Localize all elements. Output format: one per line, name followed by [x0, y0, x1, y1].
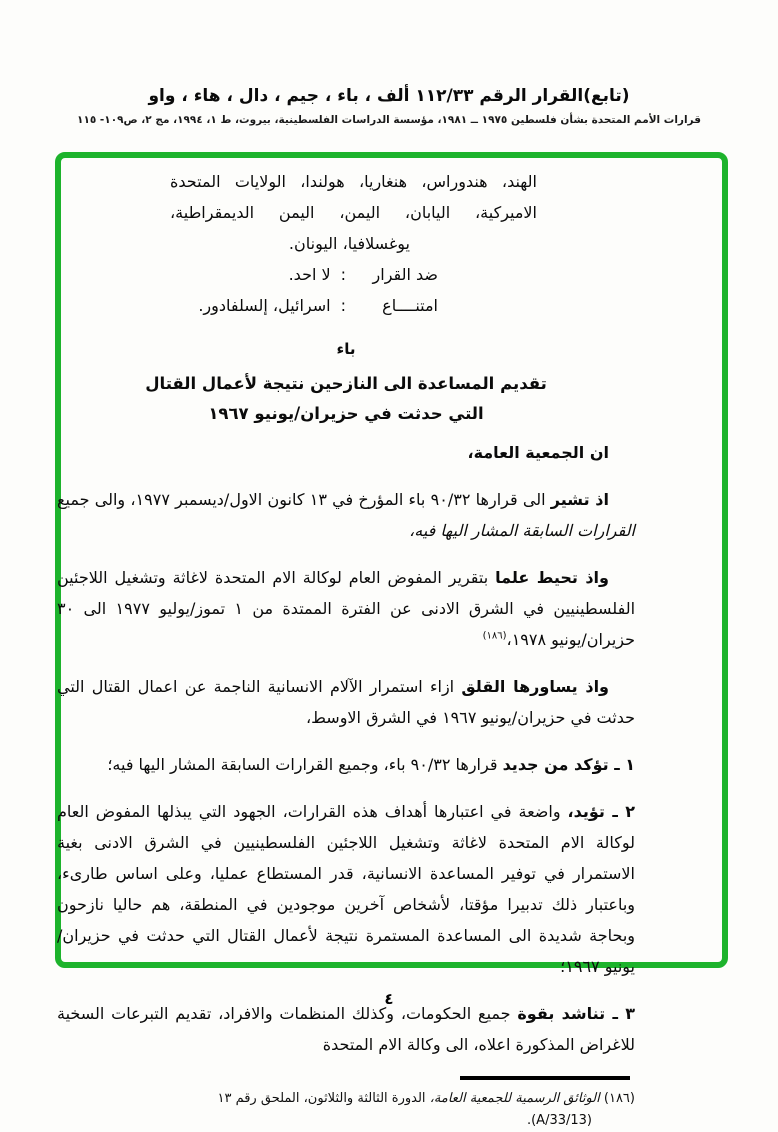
vote-abstain-label: امتنــــاع	[382, 296, 438, 315]
resolution-header-title: (تابع)القرار الرقم ١١٢/٣٣ ألف ، باء ، جيم ، دال ، هاء ، واو	[148, 86, 630, 106]
vote-against-label: ضد القرار	[372, 265, 438, 284]
vote-colon: :	[340, 265, 346, 284]
vote-countries-line: الاميركية، اليابان، اليمن، اليمن الديمقراطية،	[170, 203, 537, 222]
paragraph-taking-note	[57, 562, 635, 655]
document-body	[57, 166, 635, 1132]
paragraph-lead: واذ يساورها القلق	[461, 677, 609, 696]
footnote	[57, 1088, 635, 1110]
section-letter: باء	[336, 340, 356, 358]
vote-against-value: لا احد.	[288, 265, 331, 284]
vote-abstain-value: اسرائيل، إلسلفادور.	[198, 296, 331, 315]
paragraph-lead: ١ ـ تؤكد من جديد	[502, 755, 635, 774]
paragraph-lead: ٢ ـ تؤيد،	[567, 802, 636, 821]
paragraph-text: واضعة في اعتبارها أهداف هذه القرارات، الجهود التي يبذلها المفوض العام لوكالة الام المتحدة لاغاثة وتشغيل اللاجئين الفلسطينيين في الشرق الادنى بغية الاستمرار في توفير المساعدة الانسانية، قدر المستطاع عمليا، وعلى اساس طارىء، وباعتبار ذلك تدبيرا مؤقتا، لأشخاص آخرين موجودين في المنطقة، هم حاليا نازحون وبحاجة شديدة الى المساعدة المستمرة نتيجة لأعمال القتال التي حدثت في حزيران/يونيو ١٩٦٧؛	[57, 802, 635, 976]
footnote-marker: (١٨٦)	[603, 1091, 635, 1106]
footnote-separator-rule	[460, 1076, 630, 1080]
paragraph-emphasis: القرارات السابقة المشار اليها فيه،	[409, 521, 635, 540]
vote-countries-list	[170, 166, 537, 228]
vote-countries-line: الهند، هندوراس، هنغاريا، هولندا، الولايات المتحدة	[170, 172, 537, 191]
section-title-line1: تقديم المساعدة الى النازحين نتيجة لأعمال القتال	[145, 374, 547, 393]
footnote-document-symbol: (A/33/13).	[526, 1113, 592, 1128]
paragraph-text: قرارها ٩٠/٣٢ باء، وجميع القرارات السابقة المشار اليها فيه؛	[107, 755, 498, 774]
paragraph-text: جميع الحكومات، وكذلك المنظمات والافراد، تقديم التبرعات السخية للاغراض المذكورة اعلاه، الى وكالة الام المتحدة	[57, 1004, 635, 1054]
vote-against-row	[57, 259, 438, 290]
paragraph-concerned	[57, 671, 635, 733]
footnote-text: الدورة الثالثة والثلاثون، الملحق رقم ١٣	[217, 1091, 426, 1106]
paragraph-lead: واذ تحيط علما	[495, 568, 609, 587]
footnote-source-title: الوثائق الرسمية للجمعية العامة،	[429, 1091, 600, 1106]
section-title	[57, 369, 635, 429]
operative-paragraph-1	[57, 749, 635, 780]
section-title-line2: التي حدثت في حزيران/يونيو ١٩٦٧	[208, 404, 484, 423]
paragraph-lead: ٣ ـ تناشد بقوة	[517, 1004, 635, 1023]
page-header	[0, 84, 778, 127]
paragraph-text: ازاء استمرار الآلام الانسانية الناجمة عن اعمال القتال التي حدثت في حزيران/يونيو ١٩٦٧ في الشرق الاوسط،	[57, 677, 635, 727]
paragraph-text: الى قرارها ٩٠/٣٢ باء المؤرخ في ١٣ كانون الاول/ديسمبر ١٩٧٧، والى جميع	[57, 490, 546, 509]
paragraph-recalling	[57, 484, 635, 546]
vote-countries-last-line: يوغسلافيا، اليونان.	[288, 234, 410, 253]
vote-colon: :	[340, 296, 346, 315]
paragraph-lead: اذ تشير	[550, 490, 610, 509]
preamble-intro: ان الجمعية العامة،	[467, 443, 609, 462]
source-citation-line: قرارات الأمم المتحدة بشأن فلسطين ١٩٧٥ ــ ١٩٨١، مؤسسة الدراسات الفلسطينية، بيروت، ط ١، ١٩٩٤، مج ٢، ص١٠٩- ١١٥	[77, 114, 701, 126]
footnote-reference: (١٨٦)	[482, 630, 507, 642]
operative-paragraph-2	[57, 796, 635, 982]
page-number: ٤	[384, 990, 394, 1008]
vote-abstain-row	[57, 290, 438, 321]
paragraph-text: بتقرير المفوض العام لوكالة الام المتحدة لاغاثة وتشغيل اللاجئين الفلسطينيين في الشرق الادنى عن الفترة الممتدة من ١ تموز/يوليو ١٩٧٧ الى ٣٠ حزيران/يونيو ١٩٧٨،	[57, 568, 636, 649]
